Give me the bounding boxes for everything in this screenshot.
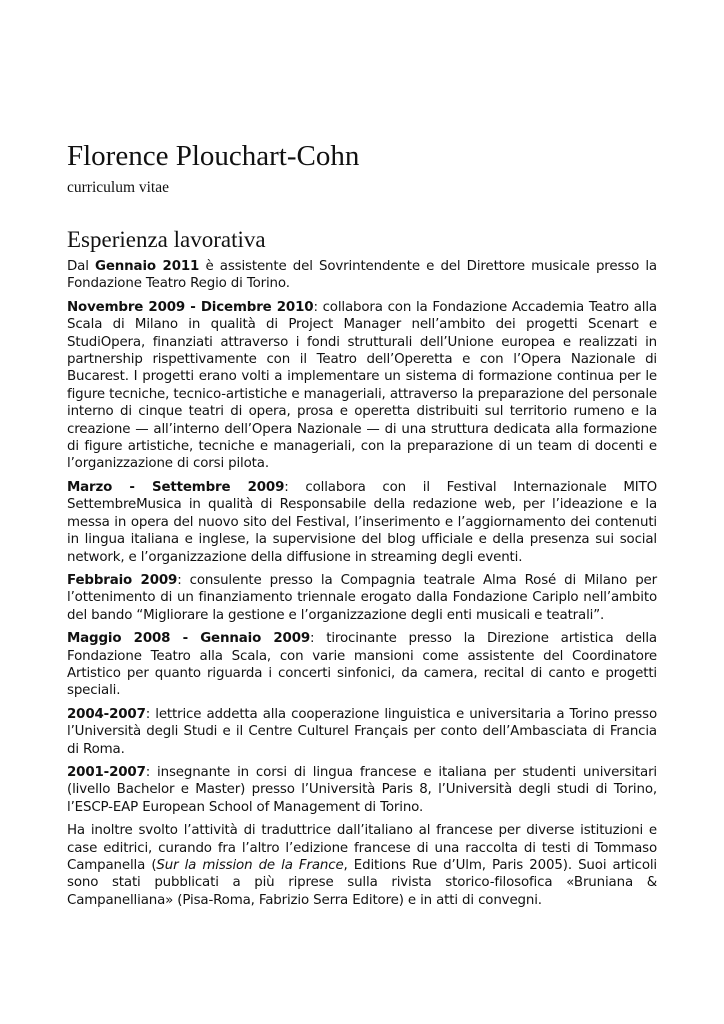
entry-date: Gennaio 2011 (95, 259, 200, 274)
entry-text: : collabora con la Fondazione Accademia Teatro alla Scala di Milano in qualità di Project Manager nell’ambito dei progetti Scenart e StudiOpera, finanziati attraverso i fondi strutturali dell’Unione europea e realizzati in partnership rispettivamente con il Teatro dell’Operetta e con l’Opera Nazionale di Bucarest. I progetti erano volti a implementare un sistema di formazione continua per le figure tecniche, tecnico-artistiche e manageriali, attraverso la preparazione del personale interno di cinque teatri di opera, prosa e operetta distribuiti sul territorio rumeno e la creazione — all’interno dell’Opera Nazionale — di una struttura dedicata alla formazione di figure artistiche, tecniche e manageriali, con la preparazione di un team di docenti e l’organizzazione di corsi pilota. (67, 299, 657, 472)
closing-text: , Editions Rue d’Ulm, Paris 2005). Suoi articoli sono stati pubblicati a più riprese sulla rivista storico-filosofica «Bruniana & Campanelliana» (Pisa-Roma, Fabrizio Serra Editore) e in atti di convegni. (67, 858, 658, 908)
cv-name: Florence Plouchart-Cohn (67, 140, 360, 172)
section-title: Esperienza lavorativa (67, 227, 266, 252)
entry-text: : insegnante in corsi di lingua francese e italiana per studenti universitari (livello Bachelor e Master) presso l’Università Paris 8, l’Università degli studi di Torino, l’ESCP-EAP European School of Management di Torino. (67, 764, 657, 815)
experience-list (67, 258, 657, 915)
entry-date: Marzo - Settembre 2009 (67, 479, 285, 495)
cv-subtitle: curriculum vitae (67, 179, 169, 196)
entry-text: : collabora con il Festival Internazionale MITO SettembreMusica in qualità di Responsabile della redazione web, per l’ideazione e la messa in opera del nuovo sito del Festival, l’inserimento e l’aggiornamento dei contenuti in lingua italiana e inglese, la supervisione del blog ufficiale e della presenza sui social network, e l’organizzazione della diffusione in streaming degli eventi. (67, 479, 658, 565)
experience-entry (67, 258, 657, 293)
experience-entry (67, 479, 657, 566)
entry-text: : tirocinante presso la Direzione artistica della Fondazione Teatro alla Scala, con varie mansioni come assistente del Coordinatore Artistico per quanto riguarda i concerti sinfonici, da camera, recital di canto e progetti speciali. (67, 631, 657, 699)
entry-text: è assistente del Sovrintendente e del Direttore musicale presso la Fondazione Teatro Regio di Torino. (67, 259, 657, 292)
entry-text: : consulente presso la Compagnia teatrale Alma Rosé di Milano per l’ottenimento di un finanziamento triennale erogato dalla Fondazione Cariplo nell’ambito del bando “Migliorare la gestione e l’organizzazione degli enti musicali e teatrali”. (67, 572, 657, 623)
experience-entry (67, 630, 657, 700)
closing-text: Ha inoltre svolto l’attività di traduttrice dall’italiano al francese per diverse istituzioni e case editrici, curando fra l’altro l’edizione francese di una raccolta di testi di Tommaso Campanella ( (67, 823, 657, 873)
entry-date: 2001-2007 (67, 764, 146, 780)
experience-entry (67, 299, 657, 473)
entry-lead: Dal (67, 259, 96, 274)
entry-text: : lettrice addetta alla cooperazione linguistica e universitaria a Torino presso l’Università degli Studi e il Centre Culturel Français per conto dell’Ambasciata di Francia di Roma. (67, 706, 657, 757)
book-title: Sur la mission de la France (156, 858, 344, 873)
entry-date: Novembre 2009 - Dicembre 2010 (67, 299, 314, 315)
experience-entry (67, 572, 657, 624)
closing-paragraph (67, 822, 657, 909)
entry-date: Maggio 2008 - Gennaio 2009 (67, 631, 311, 647)
entry-date: 2004-2007 (67, 706, 146, 722)
entry-date: Febbraio 2009 (67, 572, 178, 588)
experience-entry (67, 764, 657, 816)
experience-entry (67, 706, 657, 758)
